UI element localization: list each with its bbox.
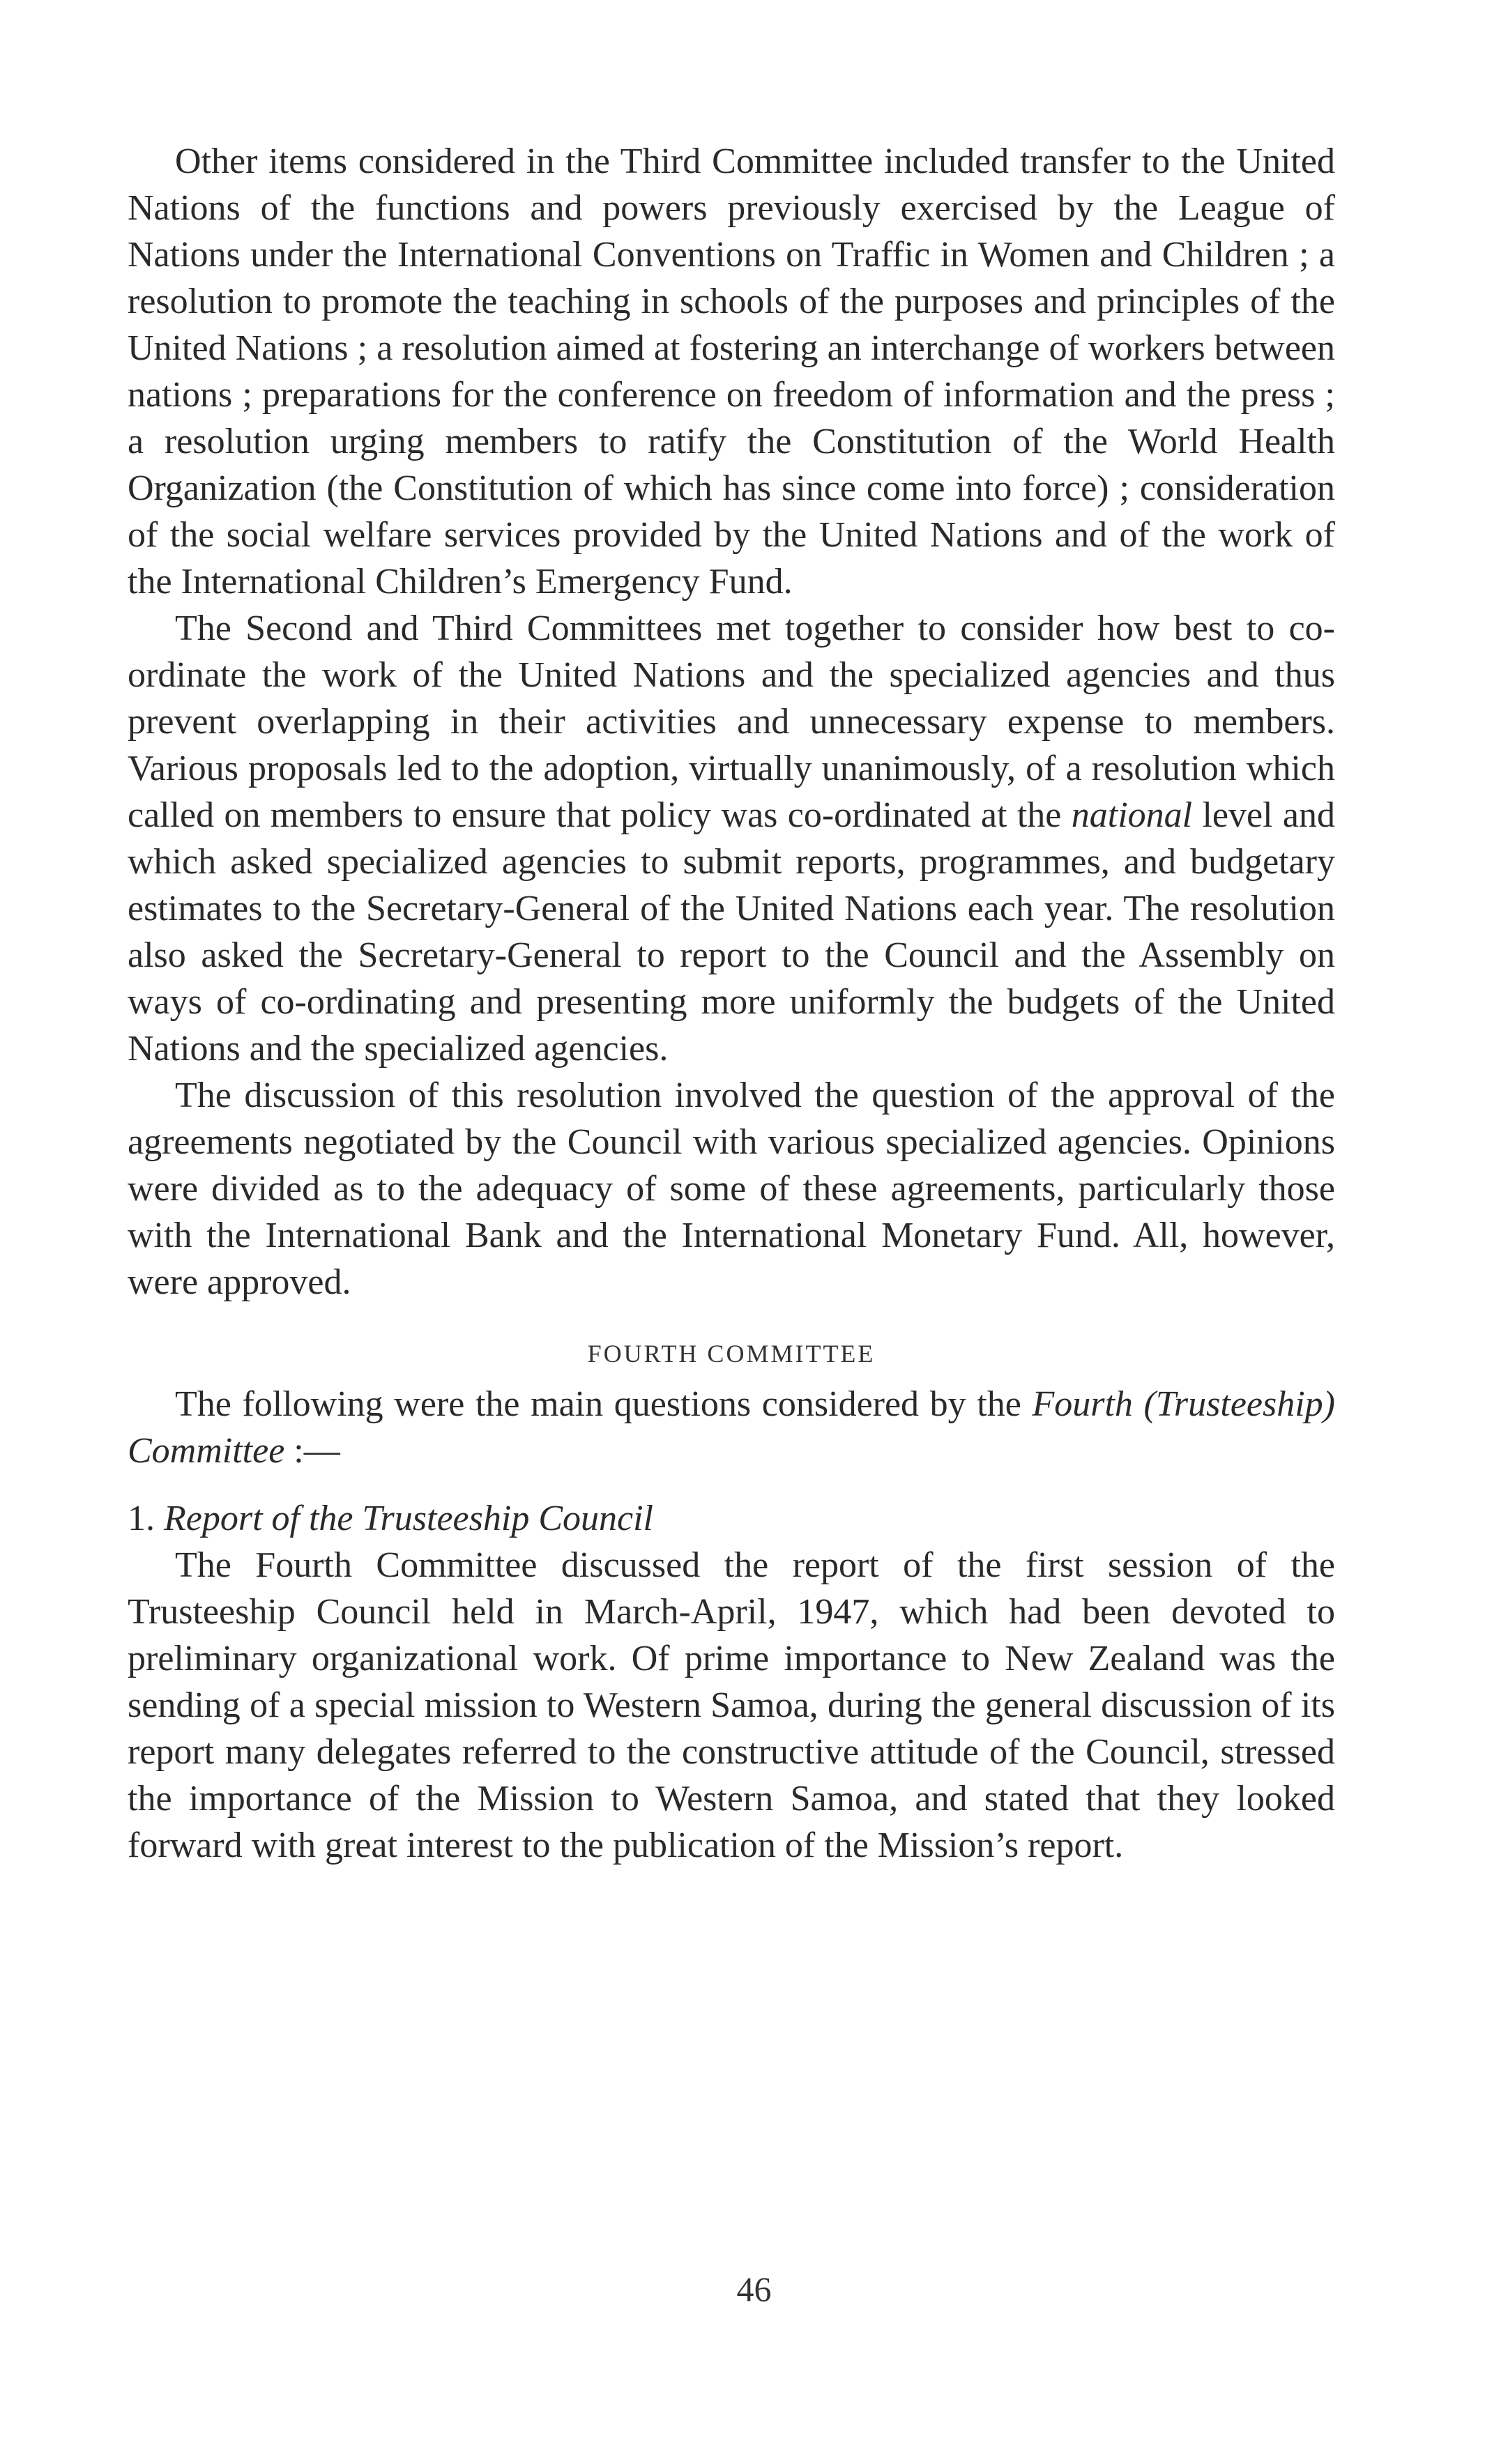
- committee-name: Fourth (Trusteeship) Committee: [128, 1384, 1335, 1471]
- paragraph-trusteeship-report: [128, 1542, 1335, 1869]
- page-number: 46: [736, 2270, 772, 2309]
- intro-text: The following were the main questions considered by the: [175, 1384, 1033, 1424]
- document-page: [128, 138, 1335, 1869]
- intro-suffix: :—: [284, 1431, 340, 1471]
- paragraph-coordination: [128, 605, 1335, 1072]
- paragraph-text: Other items considered in the Third Committee included transfer to the United Nations of the functions and powers previously exercised by the League of Nations under the International Conventions on Traffic in Women and Children ; a resolution to promote the teaching in schools of the purposes and principles of the United Nations ; a resolution aimed at fostering an interchange of workers between nations ; preparations for the conference on freedom of information and the press ; a resolution urging members to ratify the Constitution of the World Health Organization (the Constitution of which has since come into force) ; consideration of the social welfare services provided by the United Nations and of the work of the International Children’s Emergency Fund.: [128, 141, 1335, 602]
- subsection-heading: [128, 1495, 1335, 1542]
- paragraph-text: The discussion of this resolution involved the question of the approval of the agreements negotiated by the Council with various specialized agencies. Opinions were divided as to the adequacy of some of these agreements, particularly those with the International Bank and the International Monetary Fund. All, however, were approved.: [128, 1076, 1335, 1302]
- paragraph-text: level and which asked specialized agencies to submit reports, programmes, and budgetary estimates to the Secretary-General of the United Nations each year. The resolution also asked the Secretary-General to report to the Council and the Assembly on ways of co-ordinating and presenting more uniformly the budgets of the United Nations and the specialized agencies.: [128, 795, 1335, 1069]
- italic-word-national: national: [1071, 795, 1193, 835]
- subsection-number: 1.: [128, 1499, 155, 1538]
- section-heading: FOURTH COMMITTEE: [587, 1340, 876, 1368]
- paragraph-text: The Second and Third Committees met together to consider how best to co-ordinate the work of the United Nations and the specialized agencies and thus prevent overlapping in their activities and unnecessary expense to members. Various proposals led to the adoption, virtually unanimously, of a resolution which called on members to ensure that policy was co-ordinated at the: [128, 609, 1335, 835]
- paragraph-fourth-committee-intro: [128, 1381, 1335, 1474]
- paragraph-text: The Fourth Committee discussed the report of the first session of the Trusteeship Council held in March-April, 1947, which had been devoted to preliminary organizational work. Of prime importance to New Zealand was the sending of a special mission to Western Samoa, during the general discussion of its report many delegates referred to the constructive attitude of the Council, stressed the importance of the Mission to Western Samoa, and stated that they looked forward with great interest to the publication of the Mission’s report.: [128, 1545, 1335, 1865]
- subsection-title: Report of the Trusteeship Council: [164, 1499, 653, 1538]
- paragraph-agreements: [128, 1072, 1335, 1306]
- paragraph-third-committee-items: [128, 138, 1335, 605]
